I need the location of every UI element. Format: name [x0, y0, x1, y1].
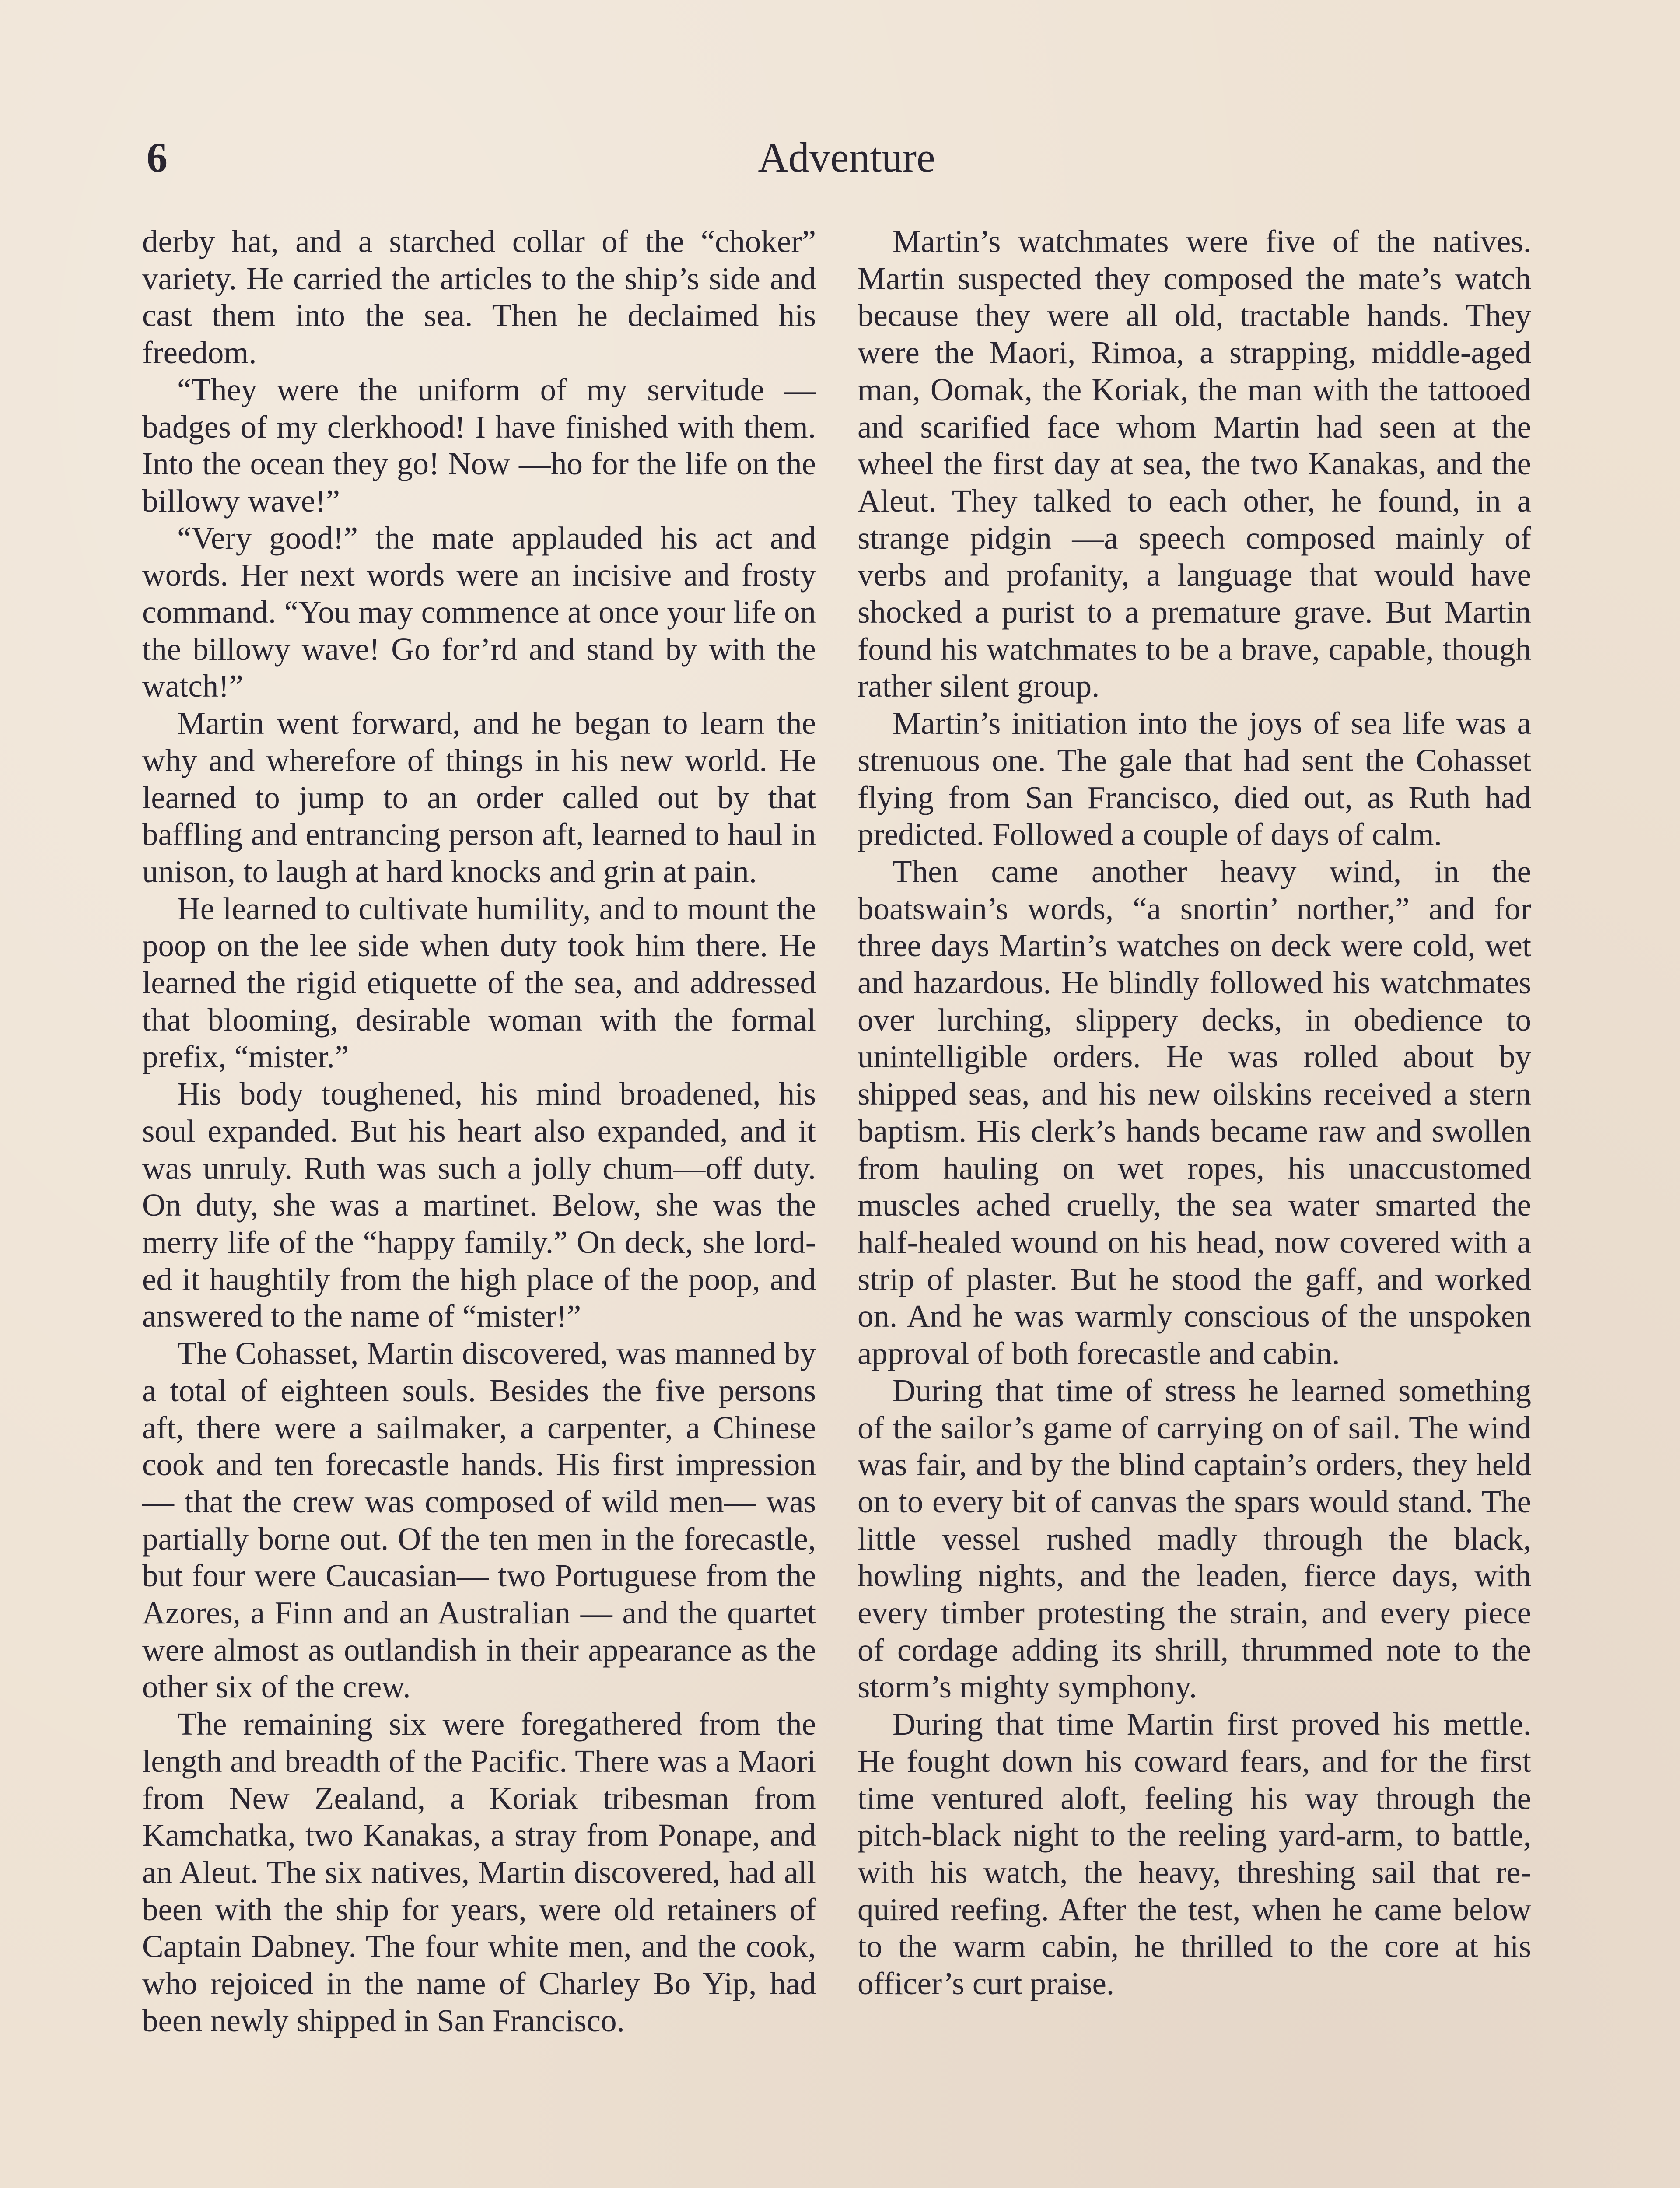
paragraph: derby hat, and a starched collar of the “choker” variety. He carried the articles to the ship’s side and cast them into the sea. Then he declaimed his freedom.	[142, 224, 816, 371]
paragraph: During that time of stress he learned something of the sailor’s game of carrying on of sail. The wind was fair, and by the blind captain’s orders, they held on to every bit of canvas the spars would stand. The little vessel rushed madly through the black, howling nights, and the leaden, fierce days, with every timber protesting the strain, and every piece of cordage adding its shrill, thrummed note to the storm’s mighty symphony.	[858, 1372, 1531, 1705]
paragraph: The Cohasset, Martin discovered, was manned by a total of eighteen souls. Besides the five persons aft, there were a sailmaker, a carpenter, a Chinese cook and ten forecastle hands. His first impression— that the crew was composed of wild men— was partially borne out. Of the ten men in the forecastle, but four were Caucasian— two Portuguese from the Azores, a Finn and an Australian — and the quartet were almost as outlandish in their appearance as the other six of the crew.	[142, 1336, 816, 1705]
paragraph: “Very good!” the mate applauded his act and words. Her next words were an incisive and frosty command. “You may commence at once your life on the billowy wave! Go for’rd and stand by with the watch!”	[142, 520, 816, 704]
paragraph: Martin’s initiation into the joys of sea life was a strenuous one. The gale that had sent the Cohasset flying from San Francisco, died out, as Ruth had predicted. Followed a couple of days of calm.	[858, 705, 1531, 852]
paragraph: “They were the uniform of my servitude —badges of my clerkhood! I have finished with them. Into the ocean they go! Now —ho for the life on the billowy wave!”	[142, 372, 816, 519]
paragraph: The remaining six were foregathered from the length and breadth of the Pacific. There was a Maori from New Zealand, a Koriak tribesman from Kamchatka, two Kanakas, a stray from Ponape, and an Aleut. The six natives, Martin discovered, had all been with the ship for years, were old retainers of Captain Dabney. The four white men, and the cook, who rejoiced in the name of Charley Bo Yip, had been newly shipped in San Francisco.	[142, 1706, 816, 2038]
paragraph: He learned to cultivate humility, and to mount the poop on the lee side when duty took him there. He learned the rigid etiquette of the sea, and addressed that blooming, desirable woman with the formal prefix, “mister.”	[142, 891, 816, 1075]
left-column	[142, 223, 816, 2039]
page-header	[147, 129, 1547, 186]
paragraph: Then came another heavy wind, in the boatswain’s words, “a snortin’ norther,” and for three days Martin’s watches on deck were cold, wet and hazardous. He blindly followed his watchmates over lurching, slippery decks, in obedience to unintelligible orders. He was rolled about by shipped seas, and his new oilskins received a stern baptism. His clerk’s hands became raw and swollen from hauling on wet ropes, his unaccustomed muscles ached cruelly, the sea water smarted the half-healed wound on his head, now covered with a strip of plaster. But he stood the gaff, and worked on. And he was warmly conscious of the unspoken approval of both forecastle and cabin.	[858, 853, 1531, 1371]
right-column	[858, 223, 1531, 2002]
paragraph: Martin’s watchmates were five of the natives. Martin suspected they composed the mate’s watch because they were all old, tractable hands. They were the Maori, Rimoa, a strapping, middle-aged man, Oomak, the Koriak, the man with the tattooed and scarified face whom Martin had seen at the wheel the first day at sea, the two Kanakas, and the Aleut. They talked to each other, he found, in a strange pidgin —a speech composed mainly of verbs and profanity, a language that would have shocked a purist to a premature grave. But Martin found his watchmates to be a brave, capable, though rather silent group.	[858, 224, 1531, 704]
running-title: Adventure	[758, 134, 935, 181]
paragraph: During that time Martin first proved his mettle. He fought down his coward fears, and for the first time ventured aloft, feeling his way through the pitch-black night to the reeling yard-arm, to battle, with his watch, the heavy, threshing sail that required reefing. After the test, when he came below to the warm cabin, he thrilled to the core at his officer’s curt praise.	[858, 1706, 1531, 2002]
paragraph: His body toughened, his mind broadened, his soul expanded. But his heart also expanded, and it was unruly. Ruth was such a jolly chum—off duty. On duty, she was a martinet. Below, she was the merry life of the “happy family.” On deck, she lorded it haughtily from the high place of the poop, and answered to the name of “mister!”	[142, 1076, 816, 1334]
page-number: 6	[147, 134, 168, 181]
paragraph: Martin went forward, and he began to learn the why and wherefore of things in his new world. He learned to jump to an order called out by that baffling and entrancing person aft, learned to haul in unison, to laugh at hard knocks and grin at pain.	[142, 705, 816, 889]
